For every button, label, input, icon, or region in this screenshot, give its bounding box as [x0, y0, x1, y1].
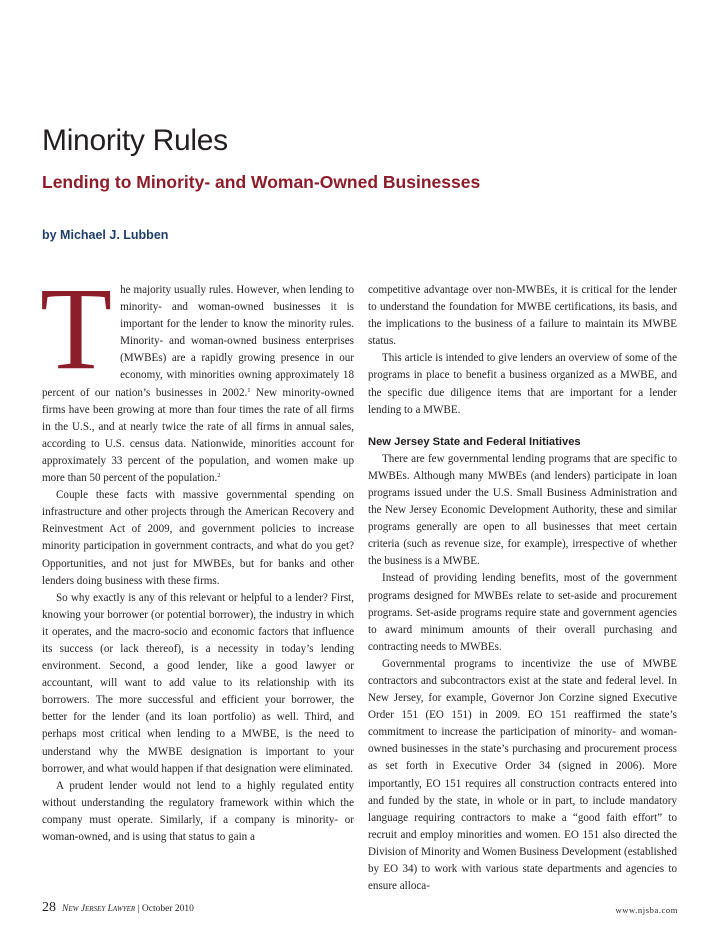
- body-paragraph: Instead of providing lending benefits, most of the government programs designed for MWBEs relate to set-aside and procurement programs. Set-aside programs require state and government agencies to award minimum amounts of their overall purchasing and contracting needs to MWBEs.: [368, 572, 677, 653]
- section-heading: New Jersey State and Federal Initiatives: [368, 435, 581, 448]
- website-url: www.njsba.com: [615, 905, 678, 915]
- intro-text-part2: New minority-owned firms have been growing at more than four times the rate of all firms in the U.S., and at nearly twice the rate of all firms in annual sales, according to U.S. census data. Nationwide, minorities account for approximately 33 percent of the population, and women make up more than 50 percent of the population.: [42, 386, 354, 485]
- right-column: [368, 282, 677, 895]
- left-column: [40, 263, 354, 846]
- body-paragraph: Governmental programs to incentivize the use of MWBE contractors and subcontractors exist at the state and federal level. In New Jersey, for example, Governor Jon Corzine signed Executive Order 151 (EO 151) in 2009. EO 151 reaffirmed the state’s commitment to increase the participation of minority- and woman-owned businesses in the state’s purchasing and procurement process as set forth in Executive Order 34 (signed in 2006). More importantly, EO 151 requires all construction contracts entered into and funded by the state, in whole or in part, to include mandatory language requiring contractors to make a “good faith effort” to recruit and employ minorities and women. EO 151 also directed the Division of Minority and Women Business Development (established by EO 34) to work with various state departments and agencies to ensure alloca-: [368, 657, 677, 893]
- intro-text-part1: he majority usually rules. However, when lending to minority- and woman-owned businesses it is important for the lender to know the minority rules. Minority- and woman-owned business enterprises (MWBEs) are a rapidly growing presence in our economy, with minorities owning approximately 18 percent of our nation’s businesses in 2002.: [42, 284, 354, 399]
- magazine-name: New Jersey Lawyer: [62, 904, 136, 914]
- body-paragraph: A prudent lender would not lend to a highly regulated entity without understanding the regulatory framework within which the company must operate. Similarly, if a company is minority- or woman-owned, and is using that status to gain a: [42, 779, 354, 843]
- page-number: 28: [42, 900, 56, 915]
- footer-separator: |: [135, 904, 142, 914]
- body-paragraph: Couple these facts with massive governmental spending on infrastructure and other projects through the American Recovery and Reinvestment Act of 2009, and government policies to increase minority participation in government contracts, and what do you get? Opportunities, and not just for MWBEs, but for banks and other lenders doing business with these firms.: [42, 489, 354, 587]
- intro-paragraph: [40, 263, 354, 487]
- article-byline: by Michael J. Lubben: [42, 228, 169, 242]
- body-paragraph: competitive advantage over non-MWBEs, it is critical for the lender to understand the foundation for MWBE certifications, its basis, and the implications to the business of a failure to maintain its MWBE status.: [368, 284, 677, 348]
- body-paragraph: There are few governmental lending programs that are specific to MWBEs. Although many MWBEs (and lenders) participate in loan programs issued under the U.S. Small Business Administration and the New Jersey Economic Development Authority, these and similar programs generally are open to all businesses that meet certain criteria (such as revenue size, for example), irrespective of whether the business is a MWBE.: [368, 452, 677, 568]
- drop-cap: T: [40, 263, 113, 394]
- footnote-ref-1: 1: [247, 386, 251, 394]
- body-paragraph: So why exactly is any of this relevant or helpful to a lender? First, knowing your borrower (or potential borrower), the industry in which it operates, and the macro-socio and economic factors that influence its success (or lack thereof), is a necessity in today’s lending environment. Second, a good lender, like a good lawyer or accountant, will want to add value to its relationship with its borrowers. The more successful and efficient your borrower, the better for the lender (and its loan portfolio) as well. Third, and perhaps most critical when lending to a MWBE, is the need to understand why the MWBE designation is important to your borrower, and what would happen if that designation were eliminated.: [42, 591, 354, 775]
- article-title: Minority Rules: [42, 124, 228, 157]
- body-paragraph: This article is intended to give lenders an overview of some of the programs in place to benefit a business organized as a MWBE, and the specific due diligence items that are important for a lender lending to a MWBE.: [368, 352, 677, 416]
- footnote-ref-2: 2: [217, 472, 221, 480]
- page-footer: [42, 900, 194, 916]
- article-subtitle: Lending to Minority- and Woman-Owned Businesses: [42, 172, 481, 192]
- issue-date: October 2010: [141, 904, 194, 914]
